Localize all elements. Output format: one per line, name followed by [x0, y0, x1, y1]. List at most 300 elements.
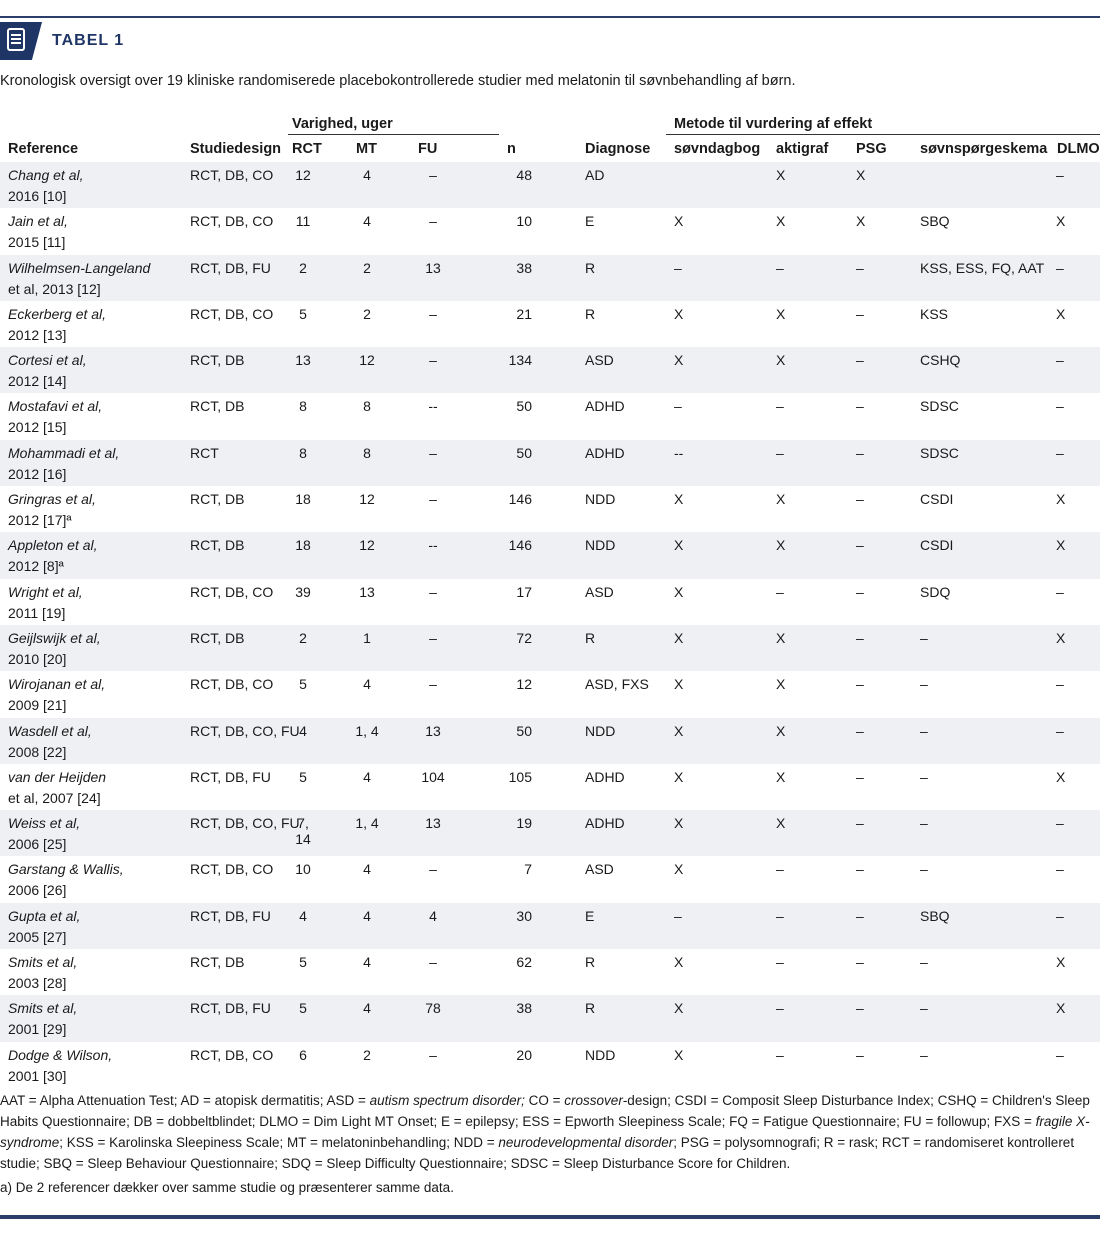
cell-sovndagbog: X	[674, 213, 684, 230]
cell-design: RCT, DB, CO, FU	[190, 722, 300, 739]
cell-fu: –	[429, 861, 437, 878]
cell-mt: 4	[363, 167, 371, 183]
cell-rct: 2	[299, 629, 307, 646]
cell-diagnose: R	[585, 259, 596, 276]
reference-author: Weiss et al,	[8, 815, 81, 832]
cell-sovndagbog: X	[674, 629, 684, 646]
cell-sovndagbog: X	[674, 583, 684, 600]
cell-design: RCT, DB	[190, 954, 245, 971]
cell-reference	[8, 443, 119, 485]
cell-diagnose: NDD	[585, 1046, 616, 1063]
cell-reference	[8, 767, 106, 809]
reference-year: 2006 [25]	[8, 836, 67, 853]
cell-dlmo: X	[1056, 305, 1066, 322]
reference-year: 2012 [15]	[8, 419, 67, 436]
cell-rct: 18	[295, 491, 311, 508]
cell-dlmo: X	[1056, 213, 1066, 230]
cell-sovnsporgeskema: SDSC	[920, 444, 959, 461]
cell-dlmo: –	[1056, 815, 1064, 832]
cell-psg: –	[856, 815, 864, 832]
cell-psg: –	[856, 491, 864, 508]
group-line-metode	[666, 134, 1100, 135]
cell-reference	[8, 721, 92, 763]
cell-sovndagbog: X	[674, 861, 684, 878]
reference-author: Geijlswijk et al,	[8, 629, 101, 646]
table-row	[0, 579, 1100, 625]
cell-dlmo: –	[1056, 861, 1064, 878]
reference-year: 2016 [10]	[8, 188, 67, 204]
cell-mt: 4	[363, 768, 371, 785]
reference-author: Jain et al,	[8, 213, 68, 230]
cell-mt: 4	[363, 861, 371, 878]
cell-fu: 13	[425, 259, 441, 276]
cell-dlmo: X	[1056, 629, 1066, 646]
cell-sovndagbog: –	[674, 259, 682, 276]
cell-sovndagbog: X	[674, 305, 684, 322]
reference-author: Smits et al,	[8, 1000, 78, 1017]
cell-rct: 5	[299, 954, 307, 971]
bottom-rule	[0, 1215, 1100, 1219]
cell-n: 50	[516, 444, 532, 461]
cell-sovndagbog: X	[674, 722, 684, 739]
cell-rct: 18	[295, 537, 311, 554]
cell-aktigraf: X	[776, 629, 786, 646]
reference-author: Mostafavi et al,	[8, 398, 103, 415]
cell-design: RCT	[190, 444, 219, 461]
cell-rct: 10	[295, 861, 311, 878]
cell-dlmo: X	[1056, 954, 1066, 971]
cell-mt: 8	[363, 444, 371, 461]
cell-dlmo: –	[1056, 583, 1064, 600]
reference-year: 2012 [16]	[8, 465, 67, 482]
cell-sovndagbog: –	[674, 907, 682, 924]
cell-diagnose: NDD	[585, 722, 616, 739]
cell-fu: –	[429, 954, 437, 971]
document-list-icon	[7, 28, 27, 52]
reference-year: 2012 [13]	[8, 326, 67, 343]
cell-aktigraf: –	[776, 861, 784, 878]
cell-mt: 12	[359, 352, 375, 369]
cell-design: RCT, DB, FU	[190, 907, 271, 924]
col-head-sovnsporgeskema: søvnspørgeskema	[920, 141, 1048, 157]
reference-author: Wilhelmsen-Langeland	[8, 259, 151, 276]
cell-reference	[8, 211, 68, 253]
group-header-varighed: Varighed, uger	[292, 116, 393, 132]
cell-diagnose: ADHD	[585, 768, 625, 785]
reference-author: Gupta et al,	[8, 907, 81, 924]
cell-aktigraf: –	[776, 583, 784, 600]
table-row	[0, 949, 1100, 995]
cell-n: 134	[508, 352, 532, 369]
cell-sovnsporgeskema: KSS, ESS, FQ, AAT	[920, 259, 1045, 276]
cell-design: RCT, DB, CO	[190, 1046, 274, 1063]
cell-sovnsporgeskema: SDQ	[920, 583, 951, 600]
cell-dlmo: –	[1056, 1046, 1064, 1063]
cell-psg: –	[856, 259, 864, 276]
table-header	[0, 22, 1100, 60]
reference-year: 2012 [8]ª	[8, 558, 64, 575]
reference-year: 2001 [29]	[8, 1021, 67, 1038]
reference-year: 2010 [20]	[8, 650, 67, 667]
cell-sovndagbog: X	[674, 815, 684, 832]
cell-rct: 11	[295, 213, 311, 230]
cell-aktigraf: X	[776, 167, 786, 183]
cell-design: RCT, DB	[190, 352, 245, 369]
table-row	[0, 625, 1100, 671]
table-row	[0, 810, 1100, 856]
cell-dlmo: –	[1056, 398, 1064, 415]
cell-design: RCT, DB, CO	[190, 305, 274, 322]
cell-sovnsporgeskema: CSDI	[920, 491, 954, 508]
cell-reference	[8, 906, 80, 948]
cell-diagnose: R	[585, 954, 596, 971]
cell-fu: –	[429, 629, 437, 646]
cell-aktigraf: X	[776, 352, 786, 369]
cell-sovndagbog: X	[674, 352, 684, 369]
cell-psg: –	[856, 537, 864, 554]
top-rule	[0, 16, 1100, 18]
cell-fu: –	[429, 213, 437, 230]
table-row	[0, 671, 1100, 717]
cell-sovnsporgeskema: –	[920, 629, 928, 646]
cell-aktigraf: –	[776, 398, 784, 415]
col-head-psg: PSG	[856, 141, 887, 157]
cell-dlmo: X	[1056, 491, 1066, 508]
cell-diagnose: ASD	[585, 583, 614, 600]
cell-psg: X	[856, 213, 866, 230]
cell-psg: –	[856, 907, 864, 924]
cell-mt: 2	[363, 259, 371, 276]
cell-diagnose: R	[585, 1000, 596, 1017]
col-head-aktigraf: aktigraf	[776, 141, 829, 157]
cell-reference	[8, 350, 87, 392]
reference-author: Wright et al,	[8, 583, 83, 600]
cell-fu: 78	[425, 1000, 441, 1017]
table-caption: Kronologisk oversigt over 19 kliniske randomiserede placebokontrollerede studier med melatonin til søvnbehandling af børn.	[0, 73, 796, 89]
cell-dlmo: –	[1056, 907, 1064, 924]
cell-reference	[8, 535, 98, 577]
cell-n: 20	[516, 1046, 532, 1063]
cell-sovndagbog: X	[674, 1000, 684, 1017]
cell-sovnsporgeskema: –	[920, 861, 928, 878]
table-row	[0, 995, 1100, 1041]
reference-year: 2012 [14]	[8, 373, 67, 390]
col-head-diagnose: Diagnose	[585, 141, 651, 157]
cell-n: 12	[516, 676, 532, 693]
cell-diagnose: R	[585, 629, 596, 646]
header-icon-box	[0, 22, 42, 60]
cell-psg: –	[856, 629, 864, 646]
reference-author: Dodge & Wilson,	[8, 1046, 113, 1063]
cell-rct: 12	[295, 167, 311, 183]
cell-reference	[8, 165, 84, 207]
column-headers	[0, 138, 1100, 162]
cell-aktigraf: X	[776, 537, 786, 554]
cell-mt: 4	[363, 954, 371, 971]
cell-diagnose: ASD	[585, 352, 614, 369]
cell-aktigraf: X	[776, 213, 786, 230]
cell-sovndagbog: --	[674, 444, 684, 461]
cell-psg: –	[856, 676, 864, 693]
reference-year: 2006 [26]	[8, 882, 67, 899]
cell-aktigraf: –	[776, 259, 784, 276]
cell-design: RCT, DB, FU	[190, 1000, 271, 1017]
cell-mt: 8	[363, 398, 371, 415]
cell-reference	[8, 859, 124, 901]
table-row	[0, 532, 1100, 578]
cell-reference	[8, 258, 150, 300]
cell-n: 21	[516, 305, 532, 322]
cell-diagnose: ASD	[585, 861, 614, 878]
cell-design: RCT, DB	[190, 629, 245, 646]
cell-dlmo: –	[1056, 352, 1064, 369]
cell-reference	[8, 628, 101, 670]
reference-year: 2015 [11]	[8, 234, 66, 251]
cell-aktigraf: X	[776, 491, 786, 508]
cell-rct: 4	[299, 907, 307, 924]
cell-reference	[8, 582, 83, 624]
cell-dlmo: X	[1056, 537, 1066, 554]
footnote-a: a) De 2 referencer dækker over samme studie og præsenterer samme data.	[0, 1180, 454, 1195]
cell-sovnsporgeskema: SDSC	[920, 398, 959, 415]
table-row	[0, 347, 1100, 393]
cell-sovndagbog: X	[674, 954, 684, 971]
cell-dlmo: –	[1056, 722, 1064, 739]
cell-fu: –	[429, 444, 437, 461]
cell-diagnose: ASD, FXS	[585, 676, 649, 693]
reference-year: 2001 [30]	[8, 1067, 67, 1084]
cell-rct: 5	[299, 676, 307, 693]
table-row	[0, 440, 1100, 486]
cell-design: RCT, DB, CO	[190, 861, 274, 878]
cell-fu: --	[428, 398, 438, 415]
cell-sovnsporgeskema: –	[920, 722, 928, 739]
cell-psg: –	[856, 768, 864, 785]
cell-n: 19	[516, 815, 532, 832]
reference-year: 2011 [19]	[8, 604, 66, 621]
cell-reference	[8, 304, 106, 346]
cell-n: 38	[516, 1000, 532, 1017]
col-head-reference: Reference	[8, 141, 79, 157]
cell-psg: –	[856, 861, 864, 878]
cell-reference	[8, 1045, 112, 1087]
cell-rct: 8	[299, 398, 307, 415]
reference-author: Appleton et al,	[8, 537, 98, 554]
group-header-metode: Metode til vurdering af effekt	[674, 116, 873, 132]
cell-design: RCT, DB, CO	[190, 167, 274, 183]
cell-fu: --	[428, 537, 438, 554]
table-body	[0, 162, 1100, 1088]
reference-year: 2009 [21]	[8, 697, 67, 714]
cell-mt: 2	[363, 305, 371, 322]
cell-mt: 4	[363, 676, 371, 693]
cell-sovndagbog: X	[674, 537, 684, 554]
table-row	[0, 486, 1100, 532]
cell-psg: –	[856, 583, 864, 600]
cell-diagnose: ADHD	[585, 444, 625, 461]
col-head-rct: RCT	[292, 141, 322, 157]
reference-author: Chang et al,	[8, 167, 84, 183]
cell-sovnsporgeskema: –	[920, 954, 928, 971]
reference-author: Smits et al,	[8, 954, 78, 971]
cell-n: 50	[516, 398, 532, 415]
group-line-varighed	[288, 134, 499, 135]
cell-mt: 1, 4	[355, 722, 379, 739]
cell-n: 146	[508, 537, 532, 554]
cell-sovnsporgeskema: SBQ	[920, 213, 950, 230]
cell-mt: 2	[363, 1046, 371, 1063]
table-row	[0, 764, 1100, 810]
cell-diagnose: NDD	[585, 537, 616, 554]
reference-year: et al, 2007 [24]	[8, 789, 101, 806]
cell-mt: 4	[363, 907, 371, 924]
cell-dlmo: X	[1056, 1000, 1066, 1017]
cell-rct: 7, 14	[295, 815, 311, 848]
cell-aktigraf: –	[776, 1000, 784, 1017]
cell-design: RCT, DB	[190, 537, 245, 554]
cell-reference	[8, 489, 96, 531]
cell-design: RCT, DB	[190, 398, 245, 415]
cell-reference	[8, 813, 80, 855]
cell-design: RCT, DB, CO, FU	[190, 815, 300, 832]
table-row	[0, 255, 1100, 301]
cell-n: 30	[516, 907, 532, 924]
cell-sovnsporgeskema: –	[920, 768, 928, 785]
cell-design: RCT, DB, FU	[190, 259, 271, 276]
reference-author: Mohammadi et al,	[8, 444, 120, 461]
cell-fu: –	[429, 1046, 437, 1063]
cell-rct: 8	[299, 444, 307, 461]
cell-dlmo: X	[1056, 768, 1066, 785]
reference-year: 2005 [27]	[8, 928, 67, 945]
cell-sovnsporgeskema: KSS	[920, 305, 949, 322]
table-row	[0, 301, 1100, 347]
cell-fu: 13	[425, 722, 441, 739]
cell-aktigraf: X	[776, 676, 786, 693]
cell-design: RCT, DB	[190, 491, 245, 508]
cell-rct: 5	[299, 1000, 307, 1017]
cell-aktigraf: X	[776, 768, 786, 785]
reference-author: Wirojanan et al,	[8, 676, 106, 693]
cell-psg: –	[856, 305, 864, 322]
cell-n: 38	[516, 259, 532, 276]
cell-aktigraf: X	[776, 305, 786, 322]
table-row	[0, 162, 1100, 208]
cell-n: 7	[524, 861, 532, 878]
abbreviations-footnote: AAT = Alpha Attenuation Test; AD = atopisk dermatitis; ASD = autism spectrum disorder; CO = crossover-design; CSDI = Composit Sleep Disturbance Index; CSHQ = Children's Sleep Habits Questionnaire; DB = dobbeltblindet; DLMO = Dim Light MT Onset; E = epilepsy; ESS = Epworth Sleepiness Scale; FQ = Fatigue Questionnaire; FU = followup; FXS = fragile X-syndrome; KSS = Karolinska Sleepiness Scale; MT = melatoninbehandling; NDD = neurodevelopmental disorder; PSG = polysomnografi; R = rask; RCT = randomiseret kontrolleret studie; SBQ = Sleep Behaviour Questionnaire; SDQ = Sleep Difficulty Questionnaire; SDSC = Sleep Disturbance Score for Children.	[0, 1093, 1090, 1171]
cell-rct: 6	[299, 1046, 307, 1063]
cell-dlmo: –	[1056, 444, 1064, 461]
col-head-dlmo: DLMO	[1057, 141, 1100, 157]
cell-sovnsporgeskema: CSHQ	[920, 352, 961, 369]
cell-mt: 1, 4	[355, 815, 379, 832]
cell-fu: –	[429, 491, 437, 508]
reference-year: 2012 [17]ª	[8, 512, 72, 529]
cell-fu: –	[429, 583, 437, 600]
col-head-design: Studiedesign	[190, 141, 282, 157]
cell-mt: 4	[363, 1000, 371, 1017]
cell-diagnose: ADHD	[585, 815, 625, 832]
cell-n: 72	[516, 629, 532, 646]
cell-reference	[8, 396, 102, 438]
cell-sovnsporgeskema: SBQ	[920, 907, 950, 924]
cell-design: RCT, DB, CO	[190, 583, 274, 600]
cell-sovnsporgeskema: –	[920, 815, 928, 832]
reference-author: Wasdell et al,	[8, 722, 92, 739]
cell-design: RCT, DB, CO	[190, 676, 274, 693]
cell-sovndagbog: X	[674, 491, 684, 508]
reference-year: 2003 [28]	[8, 975, 67, 992]
cell-aktigraf: –	[776, 444, 784, 461]
cell-aktigraf: –	[776, 1046, 784, 1063]
cell-rct: 2	[299, 259, 307, 276]
cell-sovndagbog: X	[674, 676, 684, 693]
cell-psg: –	[856, 722, 864, 739]
cell-fu: –	[429, 305, 437, 322]
table-row	[0, 718, 1100, 764]
cell-mt: 4	[363, 213, 371, 230]
cell-fu: –	[429, 167, 437, 183]
cell-diagnose: R	[585, 305, 596, 322]
cell-aktigraf: X	[776, 722, 786, 739]
table-row	[0, 1042, 1100, 1088]
cell-aktigraf: –	[776, 907, 784, 924]
reference-author: Gringras et al,	[8, 491, 96, 508]
table-title: TABEL 1	[52, 32, 125, 49]
cell-aktigraf: X	[776, 815, 786, 832]
cell-sovndagbog: X	[674, 768, 684, 785]
cell-sovndagbog: –	[674, 398, 682, 415]
cell-sovnsporgeskema: CSDI	[920, 537, 954, 554]
cell-fu: –	[429, 352, 437, 369]
cell-rct: 5	[299, 768, 307, 785]
col-head-n: n	[507, 141, 516, 157]
cell-diagnose: E	[585, 213, 595, 230]
cell-diagnose: AD	[585, 167, 605, 183]
reference-author: Garstang & Wallis,	[8, 861, 124, 878]
cell-dlmo: –	[1056, 259, 1064, 276]
table-row	[0, 208, 1100, 254]
cell-psg: –	[856, 444, 864, 461]
cell-n: 62	[516, 954, 532, 971]
cell-aktigraf: –	[776, 954, 784, 971]
cell-sovnsporgeskema: –	[920, 676, 928, 693]
cell-fu: 4	[429, 907, 437, 924]
col-head-mt: MT	[356, 141, 377, 157]
cell-psg: –	[856, 1000, 864, 1017]
cell-dlmo: –	[1056, 676, 1064, 693]
cell-rct: 4	[299, 722, 307, 739]
col-head-fu: FU	[418, 141, 438, 157]
cell-dlmo: –	[1056, 167, 1064, 183]
cell-sovnsporgeskema: –	[920, 1000, 928, 1017]
cell-n: 146	[508, 491, 532, 508]
cell-rct: 5	[299, 305, 307, 322]
cell-n: 48	[516, 167, 532, 183]
cell-reference	[8, 952, 77, 994]
cell-mt: 1	[363, 629, 371, 646]
reference-year: et al, 2013 [12]	[8, 280, 101, 297]
cell-reference	[8, 674, 105, 716]
cell-sovndagbog: X	[674, 1046, 684, 1063]
reference-author: van der Heijden	[8, 768, 107, 785]
cell-diagnose: NDD	[585, 491, 616, 508]
cell-psg: –	[856, 1046, 864, 1063]
cell-sovnsporgeskema: –	[920, 1046, 928, 1063]
cell-design: RCT, DB, CO	[190, 213, 274, 230]
cell-rct: 39	[295, 583, 311, 600]
cell-rct: 13	[295, 352, 311, 369]
